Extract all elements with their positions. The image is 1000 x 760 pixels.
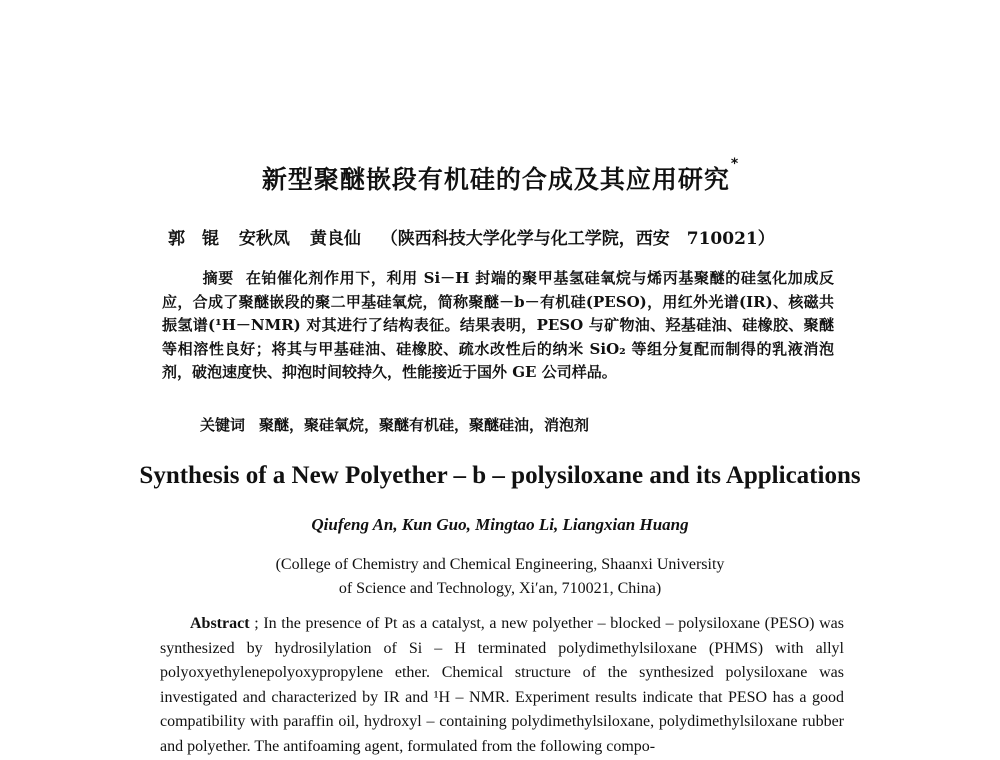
title-footnote-mark: * [730,156,740,172]
english-affiliation-line-1: (College of Chemistry and Chemical Engineering, Shaanxi University [275,556,725,573]
chinese-authors [168,224,775,249]
english-abstract [160,612,844,759]
author-1: 郭 锟 [168,229,219,249]
chinese-affiliation: （陕西科技大学化学与化工学院，西安 710021） [380,229,775,249]
english-authors: Qiufeng An, Kun Guo, Mingtao Li, Liangxian Huang [311,515,689,534]
chinese-abstract-text: 在铂催化剂作用下，利用 Si－H 封端的聚甲基氢硅氧烷与烯丙基聚醚的硅氢化加成反应，合成了聚醚嵌段的聚二甲基硅氧烷，简称聚醚－b－有机硅(PESO)，用红外光谱(IR)、核磁共振氢谱(¹H－NMR) 对其进行了结构表征。结果表明，PESO 与矿物油、羟基硅油、硅橡胶、聚醚等相溶性良好；将其与甲基硅油、硅橡胶、疏水改性后的纳米 SiO₂ 等组分复配而制得的乳液消泡剂，破泡速度快、抑泡时间较持久，性能接近于国外 GE 公司样品。 [162,269,834,381]
english-affiliation [0,553,1000,601]
chinese-title-text: 新型聚醚嵌段有机硅的合成及其应用研究 [261,165,730,194]
chinese-keywords-label: 关键词 [200,416,246,434]
chinese-abstract [162,267,834,385]
chinese-abstract-label: 摘要 [202,269,234,287]
english-abstract-text: ; In the presence of Pt as a catalyst, a new polyether – blocked – polysiloxane (PESO) was synthesized by hydrosilylation of Si – H terminated polydimethylsiloxane (PHMS) with allyl polyoxyethylenepolyoxypropylene ether. Chemical structure of the synthesized polysiloxane was investigated and characterized by IR and ¹H – NMR. Experiment results indicate that PESO has a good compatibility with paraffin oil, hydroxyl – containing polydimethylsiloxane, polydimethylsiloxane rubber and polyether. The antifoaming agent, formulated from the following compo- [160,615,844,755]
chinese-keywords-text: 聚醚，聚硅氧烷，聚醚有机硅，聚醚硅油，消泡剂 [259,416,590,434]
english-abstract-label: Abstract [190,615,250,632]
english-title: Synthesis of a New Polyether – b – polysiloxane and its Applications [139,462,861,489]
chinese-keywords [200,414,589,435]
author-2: 安秋凤 [238,229,290,249]
author-3: 黄良仙 [309,229,361,249]
chinese-title [0,156,1000,196]
english-affiliation-line-2: of Science and Technology, Xi′an, 710021, China) [338,580,662,597]
